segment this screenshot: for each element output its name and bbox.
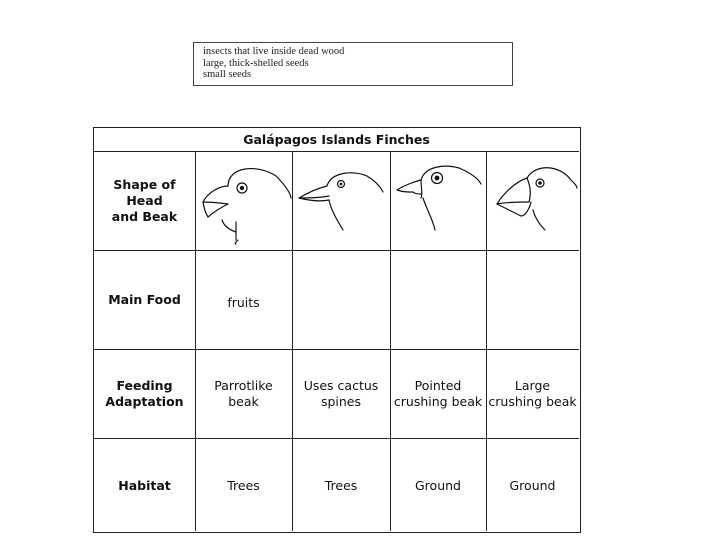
feeding-adaptation-cell: Large crushing beak bbox=[488, 377, 577, 409]
row-label-feeding-adaptation: Feeding Adaptation bbox=[105, 377, 184, 409]
row-label-head-beak: Shape of Head and Beak bbox=[111, 176, 178, 224]
finch-head-large-crushing-icon bbox=[489, 154, 581, 246]
habitat-cell: Ground bbox=[509, 478, 556, 493]
habitat-cell: Ground bbox=[415, 478, 461, 493]
main-food-cell bbox=[390, 250, 486, 349]
row-label-main-food: Main Food bbox=[108, 291, 181, 307]
feeding-adaptation-cell: Parrotlike beak bbox=[214, 377, 273, 409]
main-food-cell bbox=[292, 250, 390, 349]
feeding-adaptation-cell: Pointed crushing beak bbox=[393, 377, 483, 409]
word-bank-item: small seeds bbox=[203, 69, 252, 80]
row-label-habitat: Habitat bbox=[118, 478, 171, 493]
habitat-cell: Trees bbox=[227, 478, 260, 493]
habitat-cell: Trees bbox=[324, 478, 358, 493]
main-food-cell bbox=[486, 250, 579, 349]
main-food-cell: fruits bbox=[227, 294, 260, 310]
feeding-adaptation-cell: Uses cactus spines bbox=[303, 377, 379, 409]
finch-head-pointed-crushing-icon bbox=[393, 154, 485, 246]
word-bank-item: insects that live inside dead wood bbox=[203, 46, 345, 57]
word-bank bbox=[193, 42, 513, 86]
table-title: Galápagos Islands Finches bbox=[243, 132, 430, 147]
finch-table bbox=[93, 127, 581, 533]
finch-head-cactus-spine-icon bbox=[295, 154, 387, 246]
word-bank-item: large, thick-shelled seeds bbox=[203, 57, 309, 69]
finch-head-parrotlike-icon bbox=[198, 154, 290, 246]
